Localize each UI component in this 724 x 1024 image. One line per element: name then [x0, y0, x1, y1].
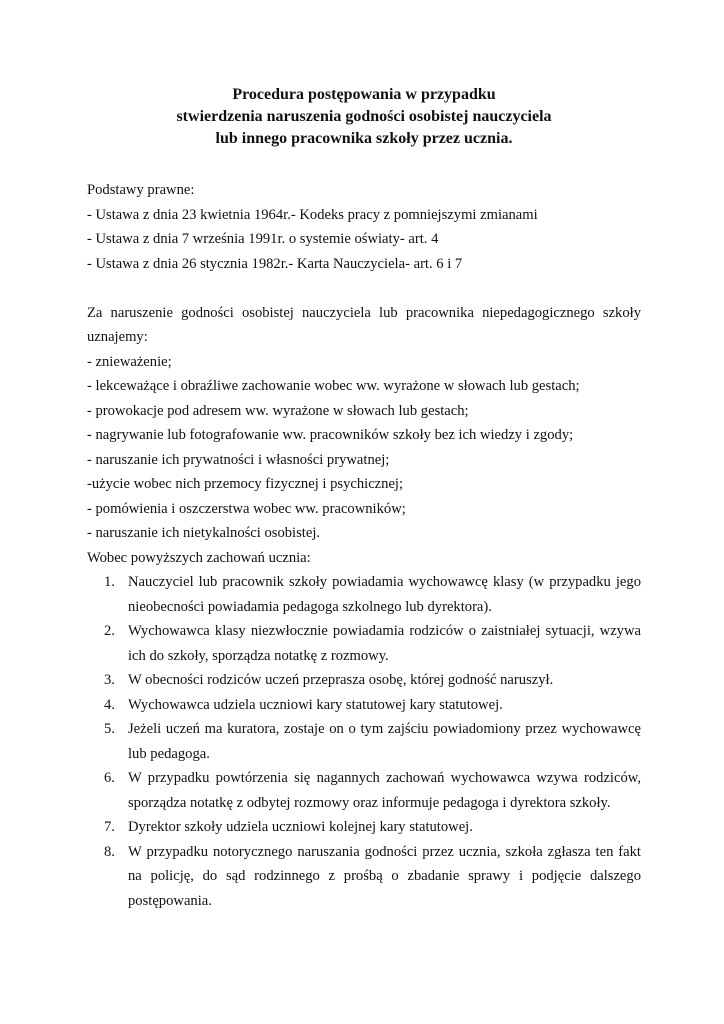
step-number: 6.	[104, 770, 115, 786]
legal-basis-item: - Ustawa z dnia 23 kwietnia 1964r.- Kodeks pracy z pomniejszymi zmianami	[87, 206, 538, 223]
procedure-step	[87, 693, 641, 718]
procedure-step	[87, 815, 641, 840]
procedure-intro: Wobec powyższych zachowań ucznia:	[87, 549, 311, 566]
violation-item: - znieważenie;	[87, 353, 172, 370]
step-number: 5.	[104, 721, 115, 737]
violations-intro-line-2: uznajemy:	[87, 329, 148, 345]
step-text: Jeżeli uczeń ma kuratora, zostaje on o tym zajściu powiadomiony przez wychowawcę lub pedagoga.	[128, 721, 641, 762]
procedure-step	[87, 570, 641, 619]
step-text: Wychowawca klasy niezwłocznie powiadamia rodziców o zaistniałej sytuacji, wzywa ich do szkoły, sporządza notatkę z rozmowy.	[128, 623, 641, 664]
procedure-step	[87, 840, 641, 914]
document-page	[87, 84, 641, 913]
step-number: 8.	[104, 843, 115, 860]
violation-item: - lekceważące i obraźliwe zachowanie wobec ww. wyrażone w słowach lub gestach;	[87, 378, 580, 394]
step-text: Nauczyciel lub pracownik szkoły powiadamia wychowawcę klasy (w przypadku jego nieobecności powiadamia pedagoga szkolnego lub dyrektora).	[128, 574, 641, 615]
violation-item: -użycie wobec nich przemocy fizycznej i psychicznej;	[87, 476, 404, 492]
procedure-step	[87, 717, 641, 766]
paragraph-gap	[87, 276, 641, 301]
procedure-section	[87, 546, 641, 914]
step-number: 2.	[104, 623, 115, 639]
procedure-steps	[87, 570, 641, 913]
legal-basis-item: - Ustawa z dnia 26 stycznia 1982r.- Karta Nauczyciela- art. 6 i 7	[87, 255, 463, 272]
step-text: W obecności rodziców uczeń przeprasza osobę, której godność naruszył.	[128, 672, 554, 688]
procedure-step	[87, 619, 641, 668]
legal-basis-section	[87, 178, 641, 276]
legal-basis-item: - Ustawa z dnia 7 września 1991r. o systemie oświaty- art. 4	[87, 231, 439, 247]
violation-item: - nagrywanie lub fotografowanie ww. pracowników szkoły bez ich wiedzy i zgody;	[87, 427, 574, 443]
step-text: Dyrektor szkoły udziela uczniowi kolejnej kary statutowej.	[128, 819, 473, 835]
title-line-2: stwierdzenia naruszenia godności osobistej nauczyciela	[176, 108, 552, 125]
step-text: W przypadku notorycznego naruszania godności przez ucznia, szkoła zgłasza ten fakt na policję, do sąd rodzinnego z prośbą o zbadanie sprawy i podjęcie dalszego postępowania.	[128, 843, 641, 909]
step-text: Wychowawca udziela uczniowi kary statutowej kary statutowej.	[128, 696, 503, 713]
step-number: 4.	[104, 696, 115, 713]
violation-item: - prowokacje pod adresem ww. wyrażone w słowach lub gestach;	[87, 402, 469, 419]
violations-intro-line-1: Za naruszenie godności osobistej nauczyciela lub pracownika niepedagogicznego szkoły	[87, 304, 641, 321]
title-line-3: lub innego pracownika szkoły przez ucznia.	[215, 130, 513, 147]
procedure-step	[87, 668, 641, 693]
violation-item: - naruszanie ich nietykalności osobistej.	[87, 525, 321, 541]
legal-basis-heading: Podstawy prawne:	[87, 182, 195, 198]
title-line-1: Procedura postępowania w przypadku	[232, 86, 496, 103]
violation-item: - naruszanie ich prywatności i własności prywatnej;	[87, 451, 390, 468]
step-text: W przypadku powtórzenia się nagannych zachowań wychowawca wzywa rodziców, sporządza notatkę z odbytej rozmowy oraz informuje pedagoga i dyrektora szkoły.	[128, 770, 641, 811]
step-number: 3.	[104, 672, 115, 688]
document-title	[87, 84, 641, 150]
violation-item: - pomówienia i oszczerstwa wobec ww. pracowników;	[87, 500, 406, 517]
procedure-step	[87, 766, 641, 815]
step-number: 7.	[104, 819, 115, 835]
violations-section	[87, 301, 641, 546]
step-number: 1.	[104, 574, 115, 590]
